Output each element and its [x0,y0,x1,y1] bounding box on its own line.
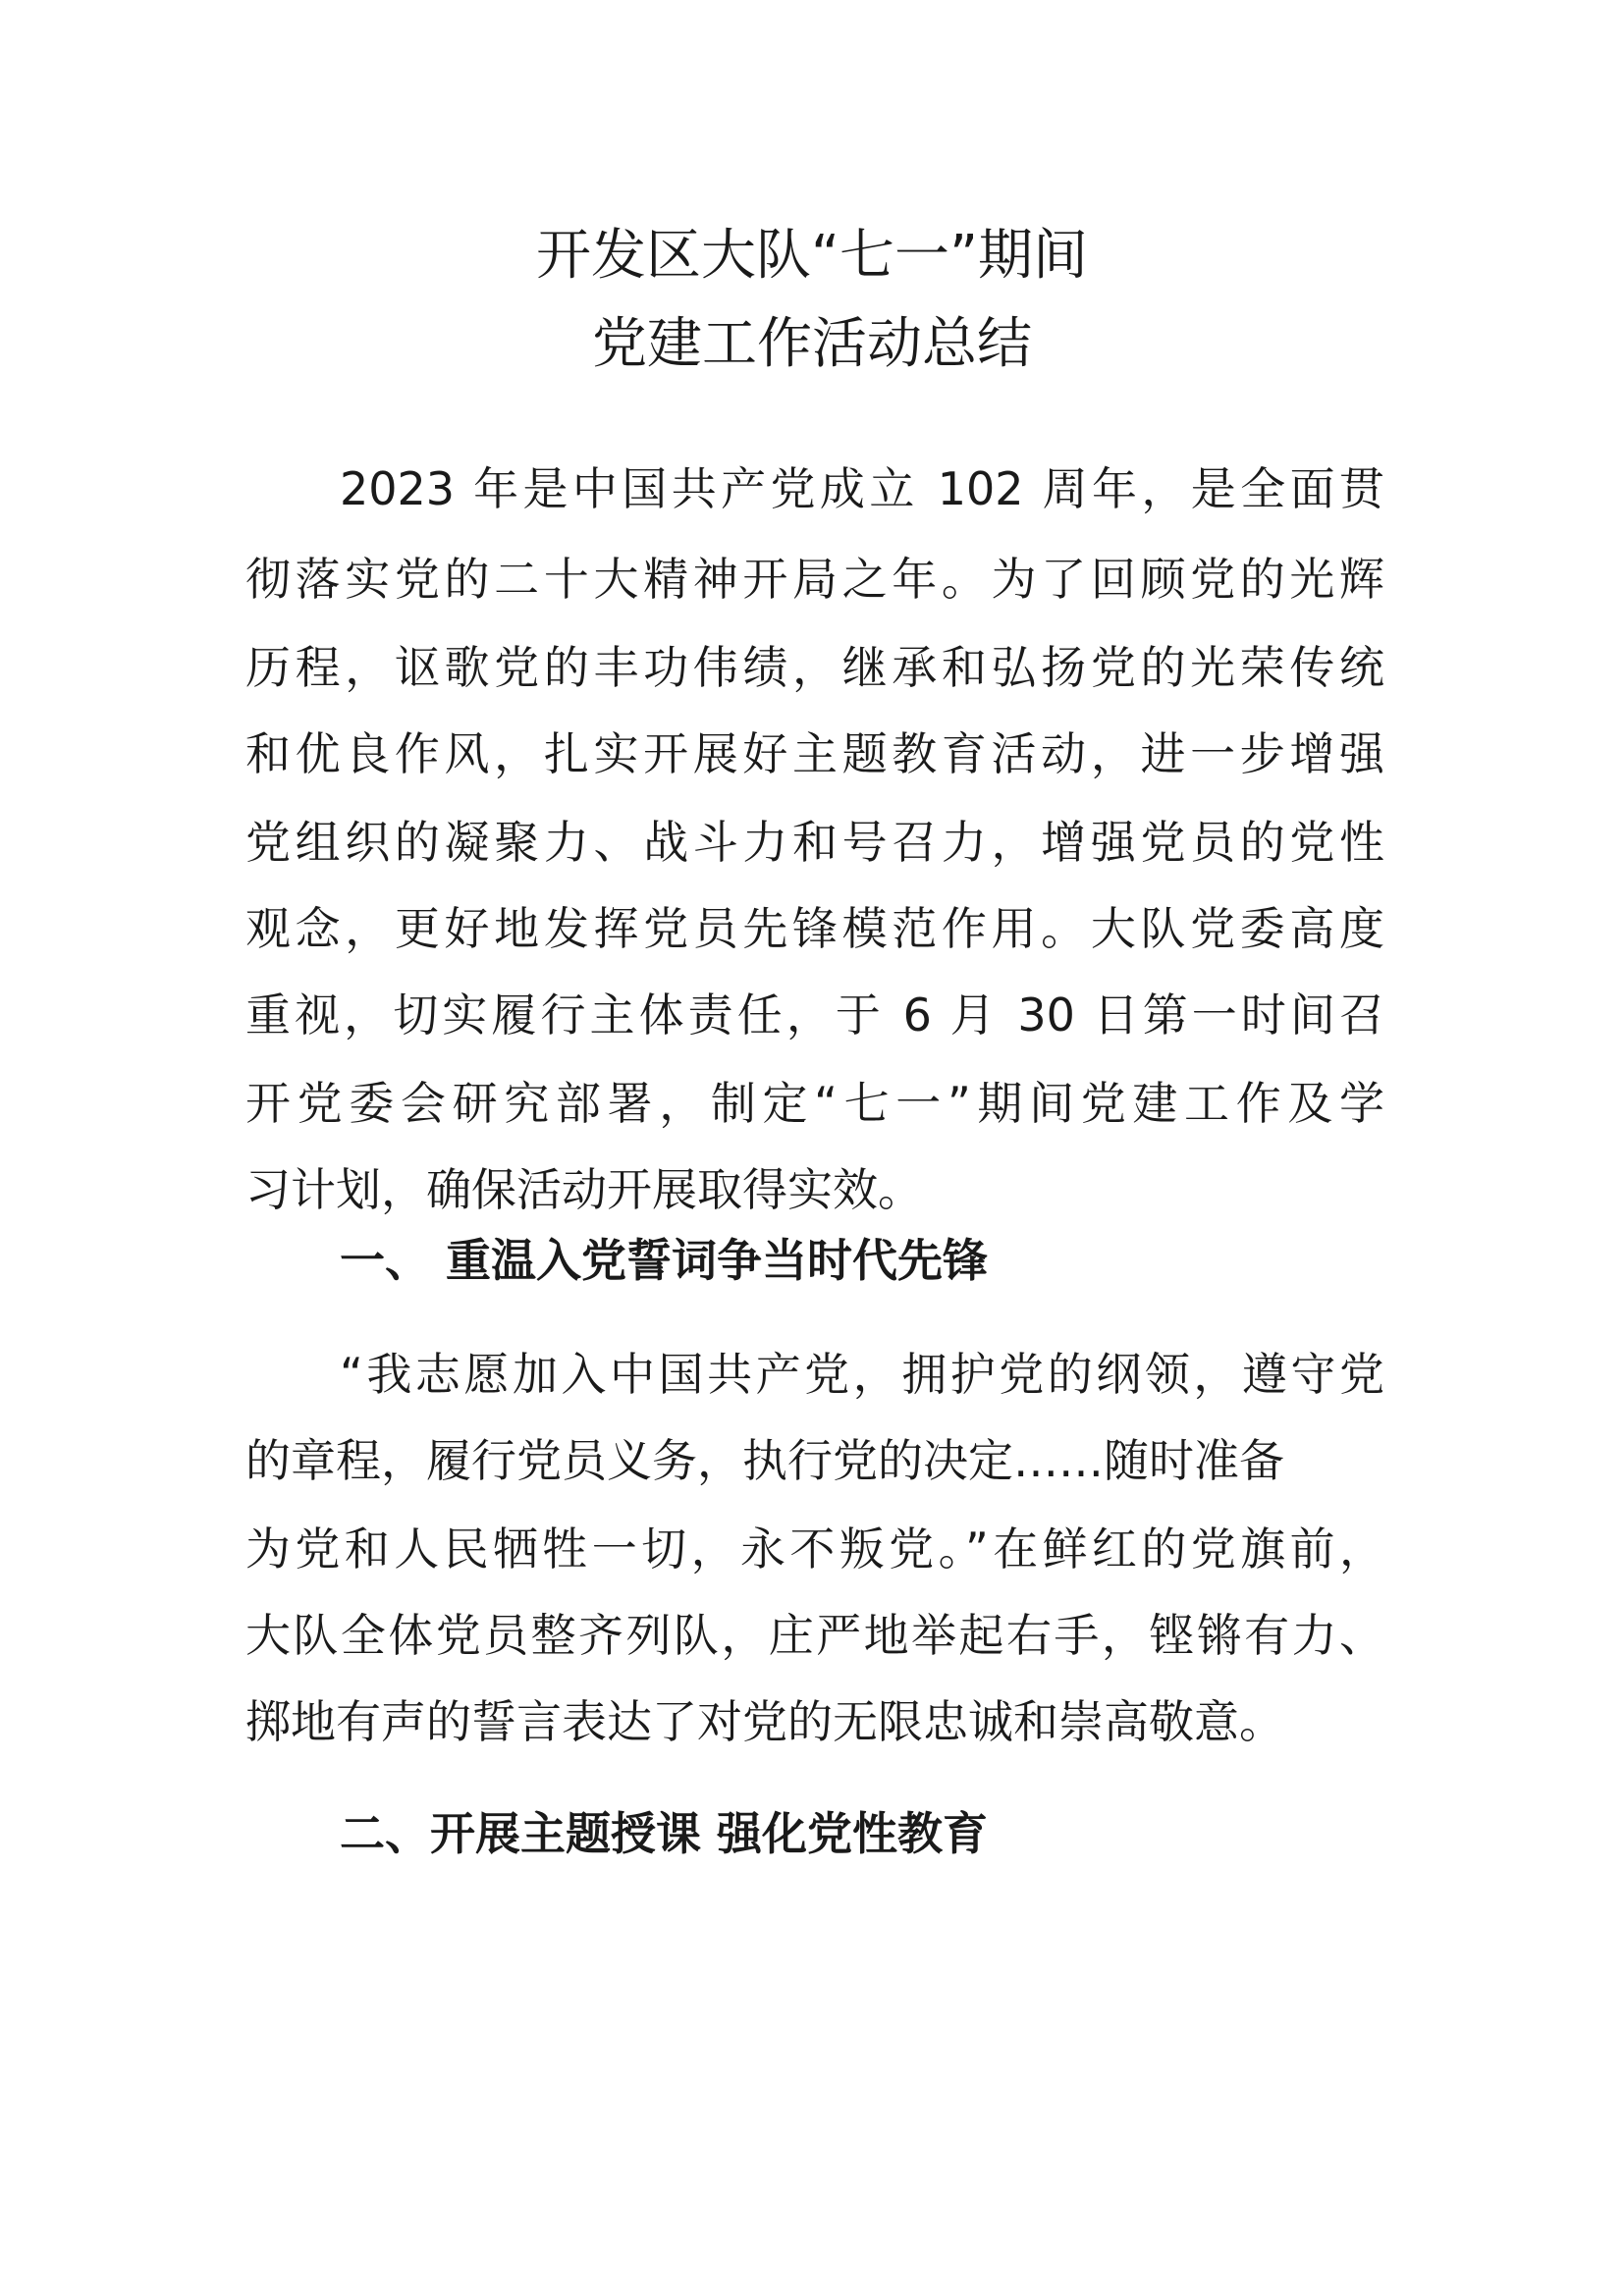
paragraph-2-line-2: 的章程，履行党员义务，执行党的决定……随时准备 [245,1434,1284,1487]
paragraph-1-line-1: 2023 年是中国共产党成立 102 周年，是全面贯 [340,462,1384,515]
paragraph-1-line-2: 彻落实党的二十大精神开局之年。为了回顾党的光辉 [245,553,1384,606]
section-heading-2: 二、开展主题授课 强化党性教育 [340,1807,989,1860]
paragraph-1-line-6: 观念，更好地发挥党员先锋模范作用。大队党委高度 [245,902,1384,955]
paragraph-1-line-5: 党组织的凝聚力、战斗力和号召力，增强党员的党性 [245,816,1384,869]
paragraph-2-line-1: “我志愿加入中国共产党，拥护党的纲领，遵守党 [340,1348,1384,1401]
document-title-line-2: 党建工作活动总结 [592,312,1032,376]
section-heading-1: 一、 重温入党誓词争当时代先锋 [340,1234,989,1287]
paragraph-1-line-8: 开党委会研究部署，制定“七一”期间党建工作及学 [245,1077,1384,1130]
document-title-line-1: 开发区大队“七一”期间 [535,224,1089,288]
paragraph-1-line-3: 历程，讴歌党的丰功伟绩，继承和弘扬党的光荣传统 [245,641,1384,694]
paragraph-1-line-4: 和优良作风，扎实开展好主题教育活动，进一步增强 [245,727,1384,780]
paragraph-1-line-9: 习计划，确保活动开展取得实效。 [245,1163,923,1216]
paragraph-1-line-7: 重视，切实履行主体责任，于 6 月 30 日第一时间召 [245,988,1384,1041]
paragraph-2-line-5: 掷地有声的誓言表达了对党的无限忠诚和崇高敬意。 [245,1695,1284,1748]
paragraph-2-line-3: 为党和人民牺牲一切，永不叛党。”在鲜红的党旗前， [245,1522,1384,1575]
paragraph-2-line-4: 大队全体党员整齐列队，庄严地举起右手，铿锵有力、 [245,1609,1384,1662]
